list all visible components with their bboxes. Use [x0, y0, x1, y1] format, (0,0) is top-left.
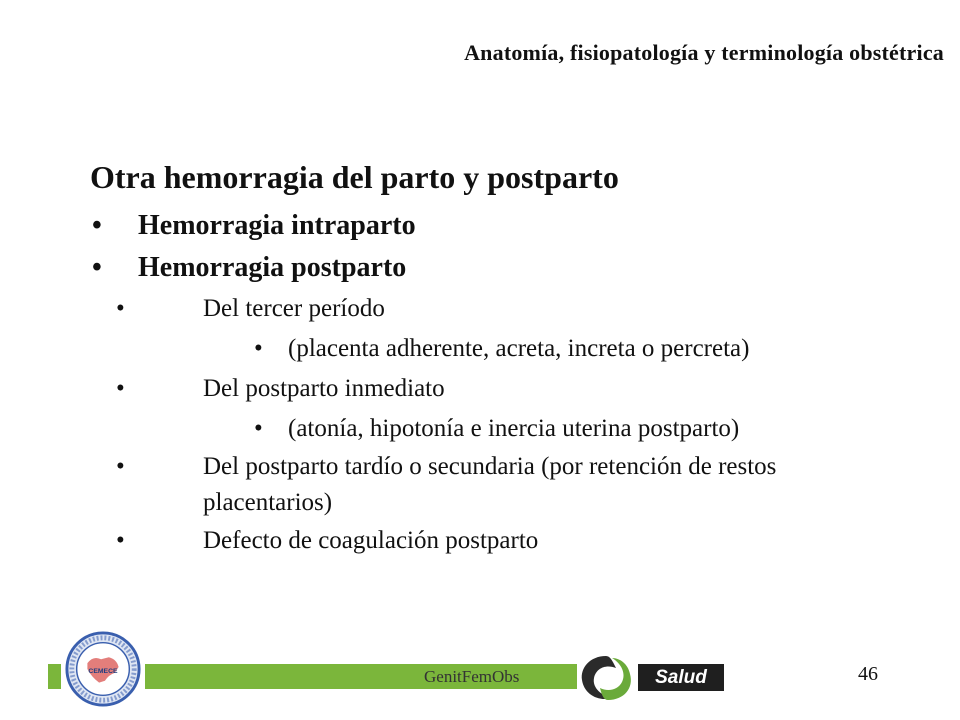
bullet-item — [90, 247, 910, 289]
bullet-text: Defecto de coagulación postparto — [203, 527, 539, 554]
bullet-icon: • — [116, 295, 125, 322]
bullet-text: Del postparto tardío o secundaria (por retención de restos placentarios) — [203, 453, 777, 516]
sub-bullet-item — [90, 449, 910, 521]
footer-accent-bar — [48, 664, 61, 689]
sub-bullet-item — [90, 521, 910, 561]
bullet-icon: • — [116, 453, 125, 480]
page-number: 46 — [858, 663, 878, 685]
bullet-text: Hemorragia postparto — [138, 252, 407, 283]
emblem-text: CEMECE — [88, 667, 118, 675]
bullet-text: Del tercer período — [203, 295, 385, 322]
bullet-text: Del postparto inmediato — [203, 375, 445, 402]
sub-sub-bullet-item — [90, 329, 910, 369]
bullet-item — [90, 205, 910, 247]
sub-bullet-item — [90, 369, 910, 409]
bullet-icon: • — [92, 252, 102, 283]
bullet-text: Hemorragia intraparto — [138, 210, 416, 241]
bullet-text: (atonía, hipotonía e inercia uterina postparto) — [288, 415, 740, 442]
bullet-icon: • — [254, 335, 263, 362]
sub-sub-bullet-item — [90, 409, 910, 449]
cemece-emblem-icon — [64, 630, 142, 708]
bullet-icon: • — [92, 210, 102, 241]
bullet-text: (placenta adherente, acreta, increta o percreta) — [288, 335, 750, 362]
slide-content — [90, 155, 910, 561]
slide-heading: Otra hemorragia del parto y postparto — [90, 159, 619, 195]
bullet-icon: • — [116, 527, 125, 554]
bullet-icon: • — [116, 375, 125, 402]
bullet-icon: • — [254, 415, 263, 442]
salud-brand-logo: Salud — [638, 664, 724, 691]
sub-bullet-item — [90, 289, 910, 329]
salud-swirl-logo-icon — [576, 650, 636, 706]
slide-header-title: Anatomía, fisiopatología y terminología obstétrica — [464, 40, 944, 65]
footer-label: GenitFemObs — [424, 667, 520, 686]
